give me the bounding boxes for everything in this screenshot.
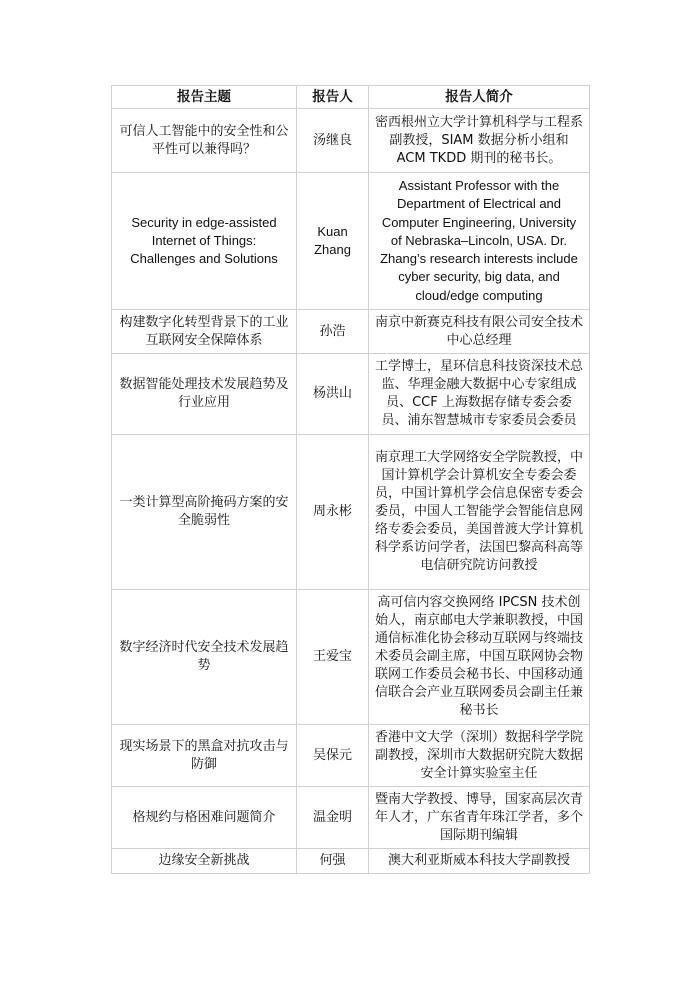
speaker-cell: 孙浩 bbox=[297, 310, 369, 354]
speaker-cell: 周永彬 bbox=[297, 435, 369, 590]
table-row bbox=[112, 109, 590, 173]
topic-cell: 边缘安全新挑战 bbox=[112, 849, 297, 874]
bio-cell: 南京理工大学网络安全学院教授，中国计算机学会计算机安全专委会委员，中国计算机学会信息保密专委会委员，中国人工智能学会智能信息网络专委会委员，美国普渡大学计算机科学系访问学者，法国巴黎高科高等电信研究院访问教授 bbox=[369, 435, 590, 590]
speaker-cell: 王爱宝 bbox=[297, 590, 369, 725]
topic-cell: 构建数字化转型背景下的工业互联网安全保障体系 bbox=[112, 310, 297, 354]
header-topic: 报告主题 bbox=[112, 86, 297, 109]
topic-cell: 格规约与格困难问题简介 bbox=[112, 787, 297, 849]
speaker-cell: Kuan Zhang bbox=[297, 173, 369, 310]
topic-cell: 可信人工智能中的安全性和公平性可以兼得吗？ bbox=[112, 109, 297, 173]
table-header-row bbox=[112, 86, 590, 109]
table-row bbox=[112, 787, 590, 849]
speaker-cell: 何强 bbox=[297, 849, 369, 874]
bio-cell: 工学博士，星环信息科技资深技术总监、华理金融大数据中心专家组成员、CCF 上海数据存储专委会委员、浦东智慧城市专家委员会委员 bbox=[369, 354, 590, 435]
bio-cell: 高可信内容交换网络 IPCSN 技术创始人，南京邮电大学兼职教授，中国通信标准化协会移动互联网与终端技术委员会副主席，中国互联网协会物联网工作委员会秘书长、中国移动通信联合会产业互联网委员会副主任兼秘书长 bbox=[369, 590, 590, 725]
bio-cell: 香港中文大学（深圳）数据科学学院副教授，深圳市大数据研究院大数据安全计算实验室主任 bbox=[369, 725, 590, 787]
table-row bbox=[112, 590, 590, 725]
bio-cell: Assistant Professor with the Department of Electrical and Computer Engineering, University of Nebraska–Lincoln, USA. Dr. Zhang’s research interests include cyber security, big data, and cloud/edge computing bbox=[369, 173, 590, 310]
table-row bbox=[112, 173, 590, 310]
bio-cell: 暨南大学教授、博导，国家高层次青年人才，广东省青年珠江学者，多个国际期刊编辑 bbox=[369, 787, 590, 849]
table-row bbox=[112, 435, 590, 590]
topic-cell: Security in edge-assisted Internet of Things: Challenges and Solutions bbox=[112, 173, 297, 310]
header-bio: 报告人简介 bbox=[369, 86, 590, 109]
bio-cell: 南京中新赛克科技有限公司安全技术中心总经理 bbox=[369, 310, 590, 354]
table-row bbox=[112, 354, 590, 435]
speaker-cell: 吴保元 bbox=[297, 725, 369, 787]
topic-cell: 一类计算型高阶掩码方案的安全脆弱性 bbox=[112, 435, 297, 590]
bio-cell: 澳大利亚斯威本科技大学副教授 bbox=[369, 849, 590, 874]
bio-cell: 密西根州立大学计算机科学与工程系副教授，SIAM 数据分析小组和 ACM TKDD 期刊的秘书长。 bbox=[369, 109, 590, 173]
topic-cell: 数据智能处理技术发展趋势及行业应用 bbox=[112, 354, 297, 435]
speaker-cell: 温金明 bbox=[297, 787, 369, 849]
table-row bbox=[112, 310, 590, 354]
table-row bbox=[112, 849, 590, 874]
speaker-cell: 杨洪山 bbox=[297, 354, 369, 435]
topic-cell: 数字经济时代安全技术发展趋势 bbox=[112, 590, 297, 725]
table-row bbox=[112, 725, 590, 787]
report-schedule-table bbox=[111, 85, 590, 874]
header-speaker: 报告人 bbox=[297, 86, 369, 109]
topic-cell: 现实场景下的黑盒对抗攻击与防御 bbox=[112, 725, 297, 787]
speaker-cell: 汤继良 bbox=[297, 109, 369, 173]
